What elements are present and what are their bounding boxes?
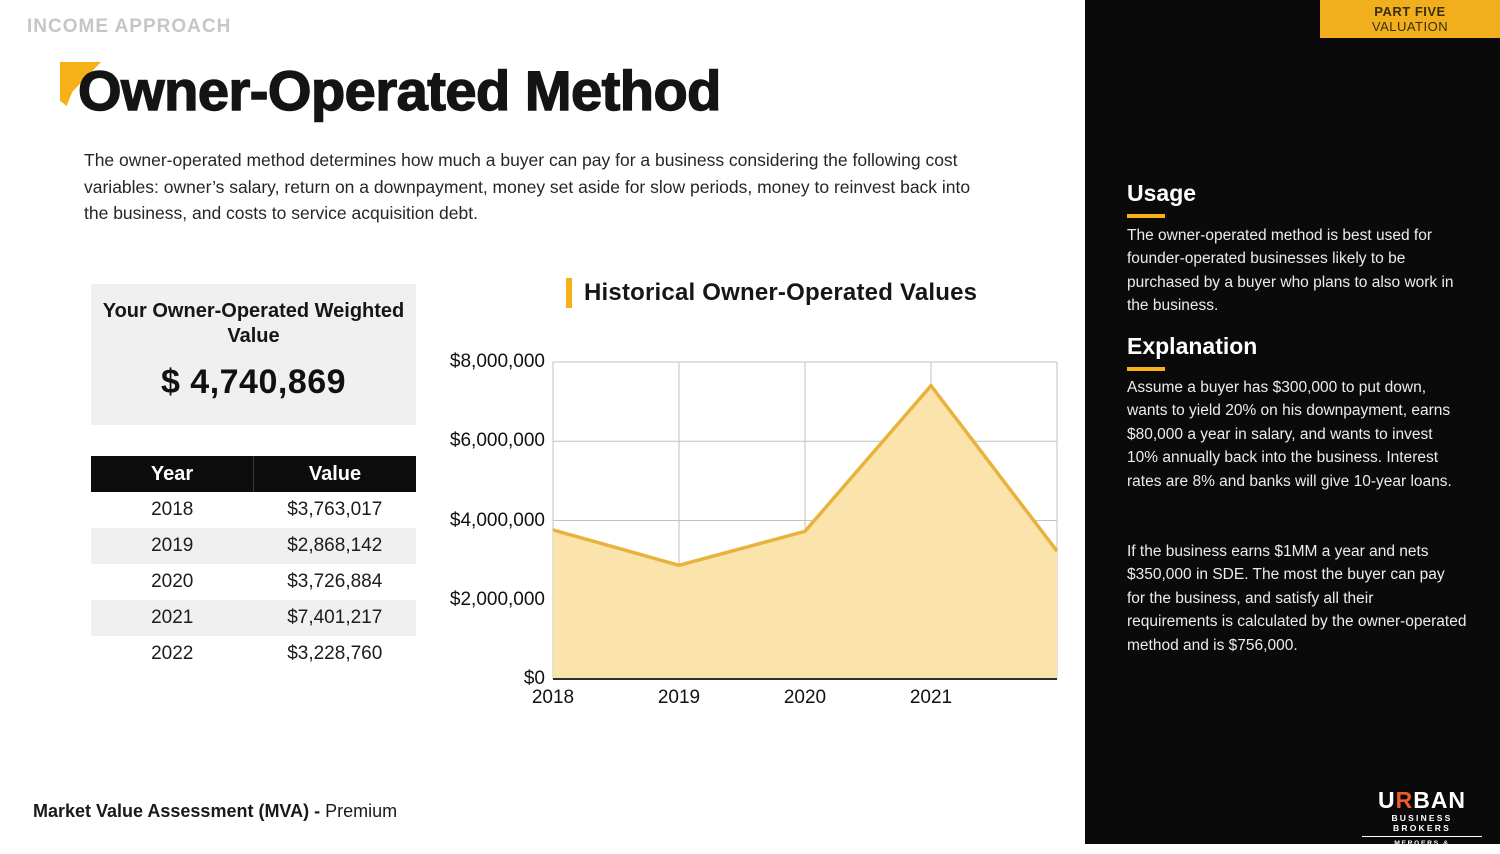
table-header-year: Year [91,456,254,492]
table-cell: $3,228,760 [287,643,383,664]
chart-title-accent-bar [566,278,572,308]
chart-title-text: Historical Owner-Operated Values [584,279,978,306]
table-cell: 2019 [151,535,194,556]
explanation-heading [1127,333,1257,371]
usage-heading-underline [1127,214,1165,218]
footer-label [33,801,397,822]
footer-label-regular: Premium [325,801,398,821]
intro-paragraph: The owner-operated method determines how much a buyer can pay for a business considering the following cost variables: owner’s salary, return on a downpayment, money set aside for slow periods, money to reinvest back into the business, and costs to service acquisition debt. [84,150,971,223]
chart-x-axis [531,687,1057,713]
table-cell: 2022 [151,643,194,664]
chart-title [566,278,977,308]
section-eyebrow: INCOME APPROACH [27,16,232,37]
explanation-heading-underline [1127,367,1165,371]
usage-heading-text: Usage [1127,180,1197,206]
table-cell: 2020 [151,571,194,592]
y-axis-tick-label: $2,000,000 [449,588,545,610]
usage-heading [1127,180,1196,218]
urban-logo-line2: BUSINESS BROKERS [1391,813,1453,833]
y-axis-tick-label: $4,000,000 [449,509,545,531]
usage-paragraph: The owner-operated method is best used for founder-operated businesses likely to be purchased by a buyer who plans to also work in the business. [1127,227,1454,315]
table-cell: $2,868,142 [287,535,383,556]
footer-label-bold: Market Value Assessment (MVA) - [33,801,326,821]
x-axis-tick-label: 2018 [531,687,575,708]
table-row [91,528,416,564]
page-title: Owner-Operated Method [78,59,721,122]
x-axis-tick-label: 2020 [783,687,827,708]
part-badge [1320,0,1500,38]
weighted-value-title: Your Owner-Operated Weighted Value [102,300,405,347]
table-header-row [91,456,416,492]
value-table-body [91,492,416,672]
y-axis-tick-label: $8,000,000 [449,351,545,372]
table-row [91,564,416,600]
year-value-table [91,456,416,672]
weighted-value-card [91,284,416,425]
urban-logo-line3: MERGERS & ACQUISITIONS [1362,836,1482,854]
y-axis-tick-label: $6,000,000 [449,430,545,452]
table-row [91,636,416,672]
area-chart-svg [553,362,1057,679]
table-cell: $3,763,017 [287,499,383,520]
chart-y-axis [420,351,545,689]
weighted-value-amount: $ 4,740,869 [160,363,347,401]
part-badge-line2: VALUATION [1371,19,1449,34]
sidebar [1085,0,1500,854]
x-axis-tick-label: 2019 [657,687,701,708]
table-header-value: Value [254,456,417,492]
x-axis-tick-label: 2021 [909,687,953,708]
table-header [91,456,416,492]
y-axis-tick-label: $0 [523,668,545,689]
part-badge-line1: PART FIVE [1374,4,1446,19]
table-row [91,600,416,636]
area-chart [553,362,1057,679]
table-cell: 2021 [151,607,194,628]
urban-logo [1362,788,1482,854]
urban-logo-wordmark: URBAN [1377,787,1467,813]
explanation-paragraph-2: If the business earns $1MM a year and nets $350,000 in SDE. The most the buyer can pay for the business, and satisfy all their requirements is calculated by the owner-operated method and is $756,000. [1127,543,1467,654]
explanation-paragraph-1: Assume a buyer has $300,000 to put down, wants to yield 20% on his downpayment, earns $80,000 a year in salary, and wants to invest 10% annually back into the business. Interest rates are 8% and banks will give 10-year loans. [1127,379,1452,490]
table-cell: $7,401,217 [287,607,383,628]
table-row [91,492,416,528]
urban-logo-accent-letter: R [1395,787,1414,813]
explanation-heading-text: Explanation [1127,333,1258,359]
table-cell: 2018 [151,499,194,520]
table-cell: $3,726,884 [287,571,383,592]
